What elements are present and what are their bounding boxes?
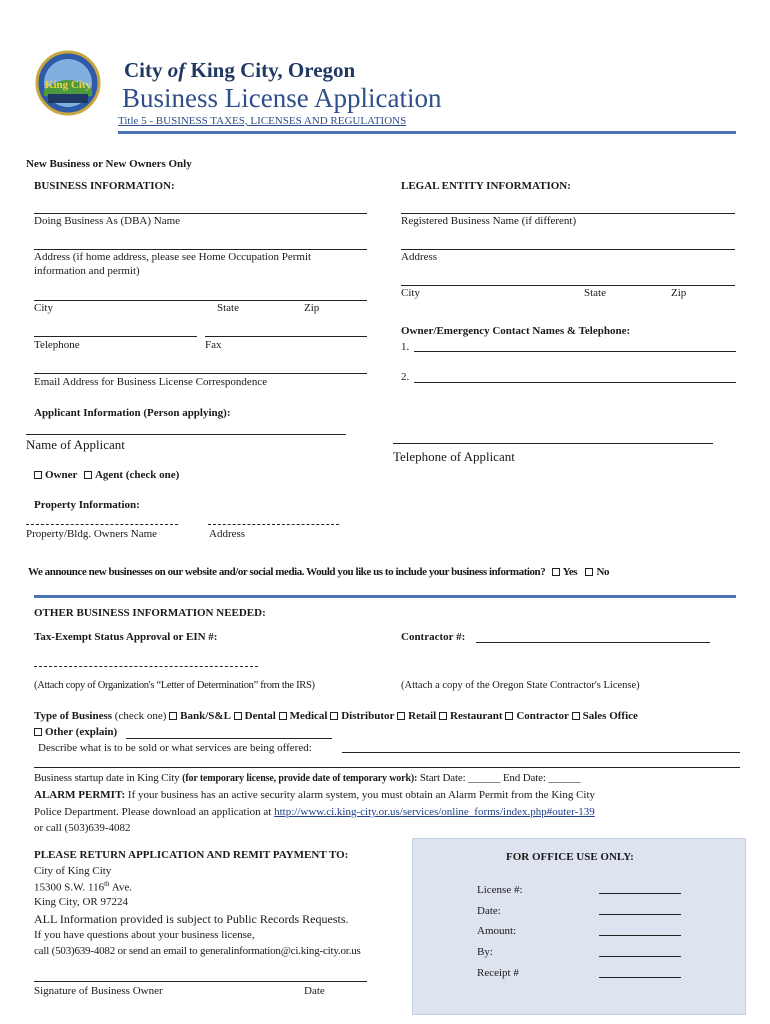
- restaurant-label: Restaurant: [450, 710, 503, 722]
- alarm-label: ALARM PERMIT:: [34, 789, 126, 801]
- contact-2-label: 2.: [401, 371, 410, 383]
- business-type-row: [34, 710, 638, 722]
- office-date-line[interactable]: [599, 914, 681, 915]
- alarm-text-2: Police Department. Please download an application at: [34, 806, 272, 818]
- return-line-1: City of King City: [34, 865, 112, 877]
- contact-2-line[interactable]: [414, 382, 736, 383]
- distributor-checkbox[interactable]: [330, 712, 338, 720]
- owner-checkbox[interactable]: [34, 471, 42, 479]
- announce-row: [28, 566, 609, 578]
- alarm-line-1: [34, 789, 595, 801]
- city-label: City: [34, 302, 53, 314]
- city-line[interactable]: [34, 300, 367, 301]
- retail-label: Retail: [408, 710, 437, 722]
- dental-label: Dental: [244, 710, 276, 722]
- logo-text: King City: [44, 79, 92, 91]
- alarm-line-2: [34, 806, 595, 818]
- city-logo: [34, 50, 102, 116]
- owner-label: Owner: [45, 469, 78, 481]
- zip-label: Zip: [304, 302, 320, 314]
- medical-checkbox[interactable]: [279, 712, 287, 720]
- distributor-label: Distributor: [341, 710, 395, 722]
- new-business-label: New Business or New Owners Only: [26, 158, 192, 170]
- property-owner-label: Property/Bldg. Owners Name: [26, 528, 158, 540]
- contractor-line[interactable]: [476, 642, 710, 643]
- fax-line[interactable]: [205, 336, 367, 337]
- legal-entity-heading: LEGAL ENTITY INFORMATION:: [401, 180, 571, 192]
- other-checkbox[interactable]: [34, 728, 42, 736]
- office-use-heading: FOR OFFICE USE ONLY:: [506, 851, 634, 863]
- contacts-heading: Owner/Emergency Contact Names & Telephone:: [401, 325, 631, 337]
- return-line-2: [34, 880, 132, 894]
- property-address-label: Address: [209, 528, 246, 540]
- business-info-heading: BUSINESS INFORMATION:: [34, 180, 175, 192]
- contractor-type-label: Contractor: [516, 710, 569, 722]
- attach-ccb-note: (Attach a copy of the Oregon State Contractor's License): [401, 680, 640, 691]
- announce-yes-checkbox[interactable]: [552, 568, 560, 576]
- medical-label: Medical: [289, 710, 328, 722]
- dba-line[interactable]: [34, 213, 367, 214]
- sales-office-checkbox[interactable]: [572, 712, 580, 720]
- legal-city-line[interactable]: [401, 285, 735, 286]
- startup-row: [34, 772, 580, 784]
- alarm-text-3: or call (503)639-4082: [34, 822, 131, 834]
- office-receipt-label: Receipt #: [477, 967, 519, 979]
- registered-name-label: Registered Business Name (if different): [401, 215, 577, 227]
- office-receipt-line[interactable]: [599, 977, 681, 978]
- property-heading: Property Information:: [34, 499, 140, 511]
- legal-zip-label: Zip: [671, 287, 687, 299]
- office-use-box: [412, 838, 746, 1015]
- contractor-checkbox[interactable]: [505, 712, 513, 720]
- applicant-name-label: Name of Applicant: [26, 437, 125, 452]
- legal-city-label: City: [401, 287, 420, 299]
- dba-label: Doing Business As (DBA) Name: [34, 215, 181, 227]
- bank-checkbox[interactable]: [169, 712, 177, 720]
- return-line-4: ALL Information provided is subject to Public Records Requests.: [34, 912, 349, 926]
- return-line-5: If you have questions about your business license,: [34, 929, 255, 941]
- contractor-label: Contractor #:: [401, 631, 466, 643]
- address-label-2: information and permit): [34, 265, 140, 277]
- office-amount-line[interactable]: [599, 935, 681, 936]
- legal-state-label: State: [584, 287, 606, 299]
- check-one-label: (check one): [114, 710, 167, 722]
- other-explain-row: [34, 726, 117, 738]
- dental-checkbox[interactable]: [234, 712, 242, 720]
- other-explain-label: Other (explain): [45, 726, 118, 738]
- alarm-permit-link[interactable]: http://www.ci.king-city.or.us/services/online_forms/index.php#outer-139: [274, 806, 595, 818]
- attach-irs-note: (Attach copy of Organization's “Letter of Determination” from the IRS): [34, 680, 315, 691]
- applicant-phone-line[interactable]: [393, 443, 713, 444]
- applicant-phone-label: Telephone of Applicant: [393, 449, 515, 464]
- signature-date-label: Date: [304, 985, 325, 997]
- tax-exempt-label: Tax-Exempt Status Approval or EIN #:: [34, 631, 218, 643]
- agent-checkbox[interactable]: [84, 471, 92, 479]
- city-name: King City, Oregon: [190, 58, 356, 82]
- address-label-1: Address (if home address, please see Home Occupation Permit: [34, 251, 312, 263]
- header-city: [124, 58, 355, 83]
- address-line[interactable]: [34, 249, 367, 250]
- startup-dates[interactable]: Start Date: ______ End Date: ______: [419, 772, 581, 784]
- email-line[interactable]: [34, 373, 367, 374]
- return-line-3: King City, OR 97224: [34, 896, 129, 908]
- retail-checkbox[interactable]: [397, 712, 405, 720]
- telephone-label: Telephone: [34, 339, 80, 351]
- announce-no-checkbox[interactable]: [585, 568, 593, 576]
- contact-1-label: 1.: [401, 341, 410, 353]
- section-rule: [34, 595, 736, 598]
- city-of: of: [167, 58, 186, 82]
- office-by-label: By:: [477, 946, 493, 958]
- city-prefix: City: [124, 58, 163, 82]
- office-license-line[interactable]: [599, 893, 681, 894]
- tax-exempt-line[interactable]: [34, 666, 258, 667]
- describe-label: Describe what is to be sold or what services are being offered:: [38, 742, 312, 754]
- legal-address-line[interactable]: [401, 249, 735, 250]
- legal-address-label: Address: [401, 251, 438, 263]
- office-date-label: Date:: [477, 905, 501, 917]
- return-heading: PLEASE RETURN APPLICATION AND REMIT PAYMENT TO:: [34, 849, 349, 861]
- office-license-label: License #:: [477, 884, 523, 896]
- startup-label: Business startup date in King City: [34, 772, 180, 784]
- property-address-line[interactable]: [208, 524, 339, 525]
- business-type-label: Type of Business: [34, 710, 113, 722]
- sales-office-label: Sales Office: [582, 710, 638, 722]
- email-label: Email Address for Business License Correspondence: [34, 376, 268, 388]
- signature-line[interactable]: [34, 981, 367, 982]
- return-street: 15300 S.W. 116: [34, 881, 105, 894]
- owner-agent-row: [34, 469, 179, 481]
- telephone-line[interactable]: [34, 336, 197, 337]
- fax-label: Fax: [205, 339, 222, 351]
- other-explain-line[interactable]: [126, 738, 332, 739]
- restaurant-checkbox[interactable]: [439, 712, 447, 720]
- announce-yes-label: Yes: [562, 566, 578, 578]
- header-rule: [118, 131, 736, 134]
- alarm-text-1: If your business has an active security alarm system, you must obtain an Alarm Permit from the King City: [127, 789, 596, 801]
- registered-name-line[interactable]: [401, 213, 735, 214]
- applicant-name-line[interactable]: [26, 434, 346, 435]
- describe-line-1[interactable]: [342, 752, 740, 753]
- return-line-6: call (503)639-4082 or send an email to generalinformation@ci.king-city.or.us: [34, 945, 361, 957]
- agent-label: Agent (check one): [94, 469, 180, 481]
- bank-label: Bank/S&L: [180, 710, 231, 722]
- return-street-suffix: Ave.: [111, 881, 132, 894]
- office-amount-label: Amount:: [477, 925, 517, 937]
- announce-no-label: No: [596, 566, 609, 578]
- return-street-sup: th: [104, 880, 110, 888]
- applicant-heading: Applicant Information (Person applying):: [34, 407, 231, 419]
- page-subtitle: Title 5 - BUSINESS TAXES, LICENSES AND REGULATIONS: [118, 115, 407, 127]
- startup-temporary-note: (for temporary license, provide date of temporary work):: [182, 773, 418, 784]
- describe-line-2[interactable]: [34, 767, 740, 768]
- state-label: State: [217, 302, 239, 314]
- signature-label: Signature of Business Owner: [34, 985, 163, 997]
- page-title: Business License Application: [122, 83, 442, 113]
- property-owner-line[interactable]: [26, 524, 178, 525]
- other-heading: OTHER BUSINESS INFORMATION NEEDED:: [34, 607, 266, 619]
- announce-text: We announce new businesses on our website and/or social media. Would you like us to include your business information?: [28, 566, 546, 578]
- office-by-line[interactable]: [599, 956, 681, 957]
- contact-1-line[interactable]: [414, 351, 736, 352]
